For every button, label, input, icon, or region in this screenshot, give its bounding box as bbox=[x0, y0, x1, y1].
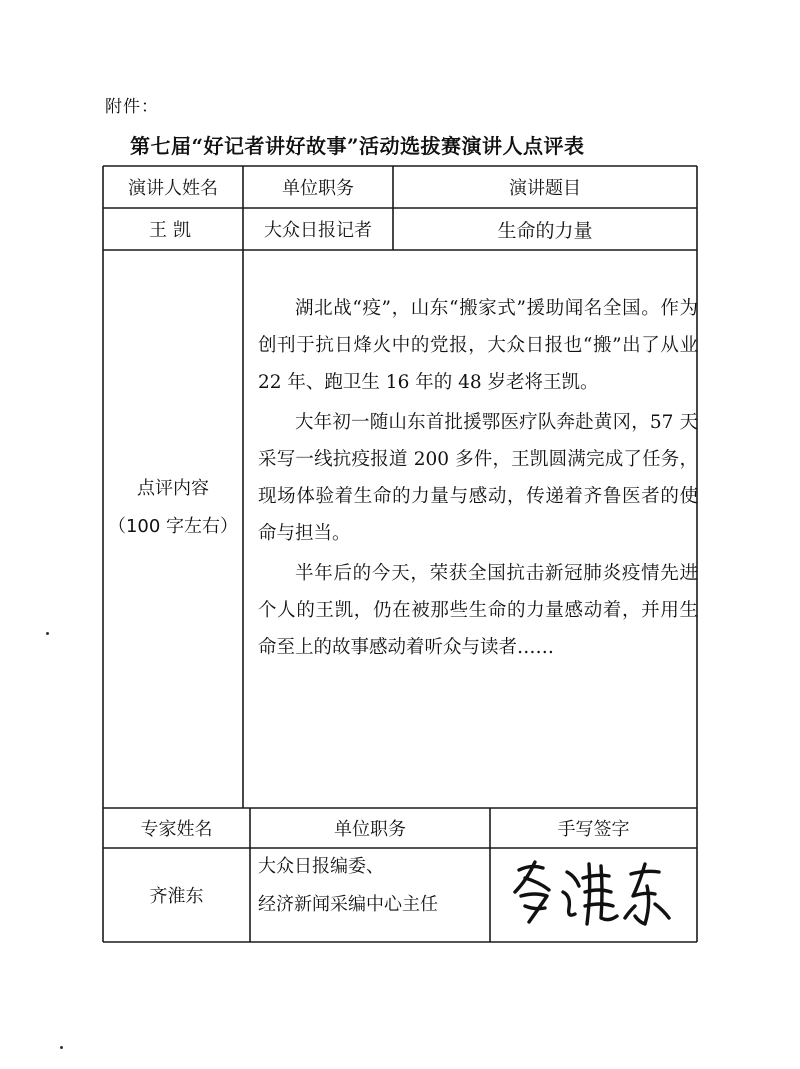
scan-speck bbox=[60, 1046, 63, 1049]
comment-label-note: （100 字左右） bbox=[107, 516, 239, 537]
speaker-name: 王凯 bbox=[149, 220, 197, 241]
header-speaker-unit: 单位职务 bbox=[282, 178, 354, 199]
speech-topic: 生命的力量 bbox=[497, 219, 593, 242]
header-signature: 手写签字 bbox=[557, 819, 630, 840]
header-speech-topic: 演讲题目 bbox=[509, 178, 581, 199]
attachment-label: 附件： bbox=[105, 97, 159, 117]
speaker-unit: 大众日报记者 bbox=[264, 220, 372, 241]
handwritten-signature bbox=[505, 852, 680, 932]
comment-paragraph: 湖北战“疫”，山东“搬家式”援助闻名全国。作为创刊于抗日烽火中的党报，大众日报也“搬”出了从业 22 年、跑卫生 16 年的 48 岁老将王凯。 bbox=[258, 298, 698, 393]
expert-unit-line: 经济新闻采编中心主任 bbox=[258, 894, 438, 915]
header-speaker-name: 演讲人姓名 bbox=[128, 178, 218, 199]
comment-paragraph: 半年后的今天，荣获全国抗击新冠肺炎疫情先进个人的王凯，仍在被那些生命的力量感动着，并用生命至上的故事感动着听众与读者…… bbox=[258, 563, 698, 658]
comment-label-block bbox=[103, 470, 243, 546]
expert-unit-line: 大众日报编委、 bbox=[258, 856, 384, 877]
header-expert-name: 专家姓名 bbox=[140, 819, 213, 840]
comment-label: 点评内容 bbox=[137, 478, 209, 499]
expert-name: 齐淮东 bbox=[149, 886, 204, 907]
scan-speck bbox=[46, 632, 49, 635]
comment-paragraph: 大年初一随山东首批援鄂医疗队奔赴黄冈，57 天采写一线抗疫报道 200 多件，王凯圆满完成了任务，现场体验着生命的力量与感动，传递着齐鲁医者的使命与担当。 bbox=[258, 412, 698, 544]
header-expert-unit: 单位职务 bbox=[334, 819, 406, 840]
comment-content bbox=[258, 290, 698, 669]
expert-unit bbox=[250, 848, 498, 924]
form-title: 第七届“好记者讲好故事”活动选拔赛演讲人点评表 bbox=[130, 134, 585, 158]
